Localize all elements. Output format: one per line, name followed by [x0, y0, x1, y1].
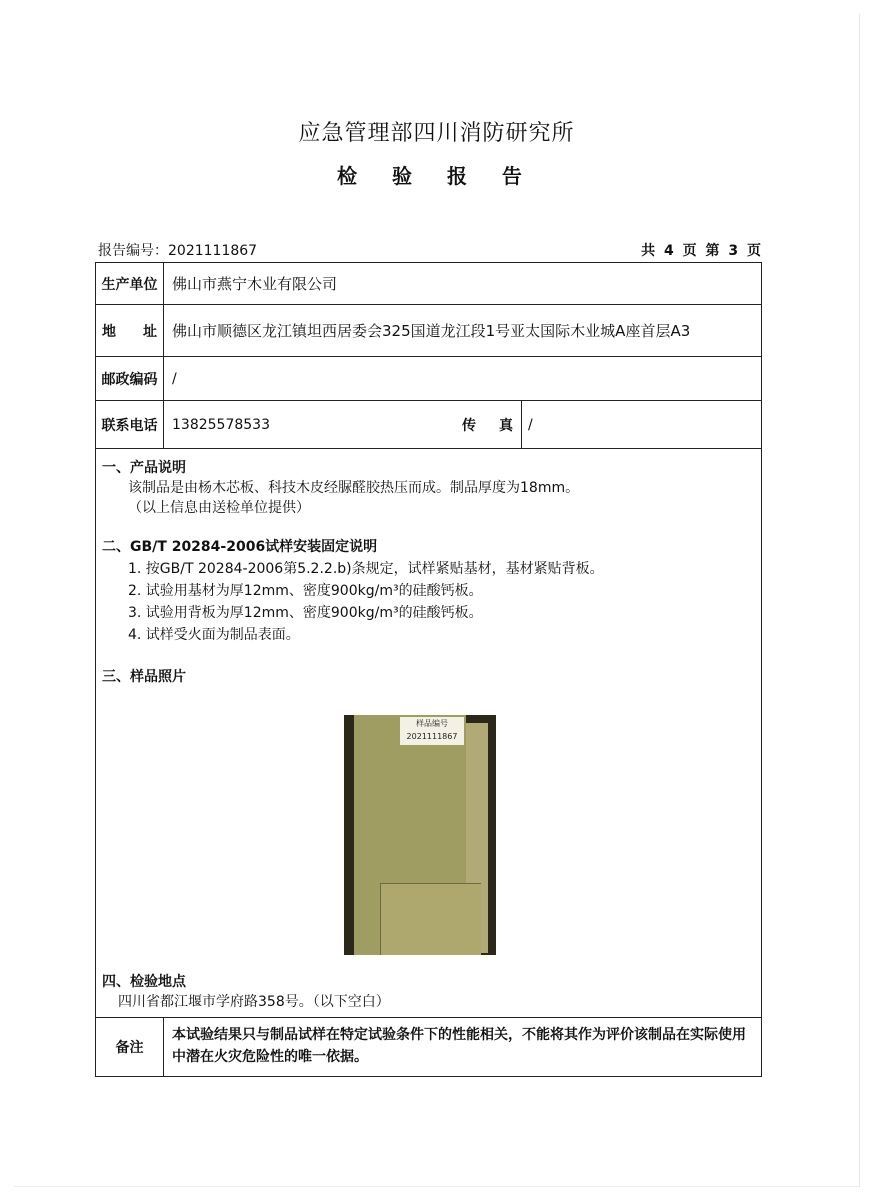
page-info: 共 4 页 第 3 页 [641, 243, 761, 259]
fax-value: / [528, 416, 533, 433]
phone-row [96, 401, 761, 449]
fax-label-part2: 真 [499, 417, 513, 434]
notes-text: 本试验结果只与制品试样在特定试验条件下的性能相关，不能将其作为评价该制品在实际使用中潜在火灾危险性的唯一依据。 [172, 1027, 746, 1065]
postal-value: / [172, 370, 177, 387]
organization-name: 应急管理部四川消防研究所 [298, 121, 575, 146]
address-label-part2: 址 [143, 323, 157, 340]
section-location-title: 四、检验地点 [102, 974, 186, 990]
section-product-title: 一、产品说明 [102, 460, 186, 476]
postal-label: 邮政编码 [96, 357, 164, 400]
producer-label: 生产单位 [96, 263, 164, 304]
address-value: 佛山市顺德区龙江镇坦西居委会325国道龙江段1号亚太国际木业城A座首层A3 [172, 322, 691, 340]
address-label-part1: 地 [102, 323, 116, 340]
fax-label-part1: 传 [462, 417, 476, 434]
front-board [380, 883, 481, 955]
mounting-item: 2. 试验用基材为厚12mm、密度900kg/m³的硅酸钙板。 [128, 583, 483, 599]
report-body [96, 449, 761, 1018]
sample-photo [344, 715, 496, 955]
report-number: 报告编号：2021111867 [98, 243, 258, 259]
location-address: 四川省都江堰市学府路358号。（以下空白） [118, 994, 390, 1010]
address-row [96, 305, 761, 357]
report-table [95, 262, 762, 1077]
mounting-item: 1. 按GB/T 20284-2006第5.2.2.b)条规定，试样紧贴基材，基材紧贴背板。 [128, 561, 604, 577]
document-title: 检 验 报 告 [337, 164, 536, 188]
product-description: 该制品是由杨木芯板、科技木皮经脲醛胶热压而成。制品厚度为18mm。 [128, 480, 580, 496]
address-label [96, 305, 164, 356]
sample-tag-number: 2021111867 [406, 732, 458, 741]
phone-value: 13825578533 [172, 416, 270, 433]
phone-label: 联系电话 [96, 401, 164, 448]
producer-row [96, 263, 761, 305]
sample-tag [400, 717, 464, 745]
postal-row [96, 357, 761, 401]
producer-value: 佛山市燕宁木业有限公司 [172, 275, 338, 293]
mounting-item: 4. 试样受火面为制品表面。 [128, 627, 300, 643]
product-source-note: （以上信息由送检单位提供） [128, 500, 310, 516]
notes-label: 备注 [96, 1018, 164, 1076]
fax-label [454, 401, 522, 448]
section-photo-title: 三、样品照片 [102, 669, 186, 685]
mounting-item: 3. 试验用背板为厚12mm、密度900kg/m³的硅酸钙板。 [128, 605, 483, 621]
section-mounting-title: 二、GB/T 20284-2006试样安装固定说明 [102, 539, 378, 555]
sample-tag-title: 样品编号 [416, 719, 448, 728]
